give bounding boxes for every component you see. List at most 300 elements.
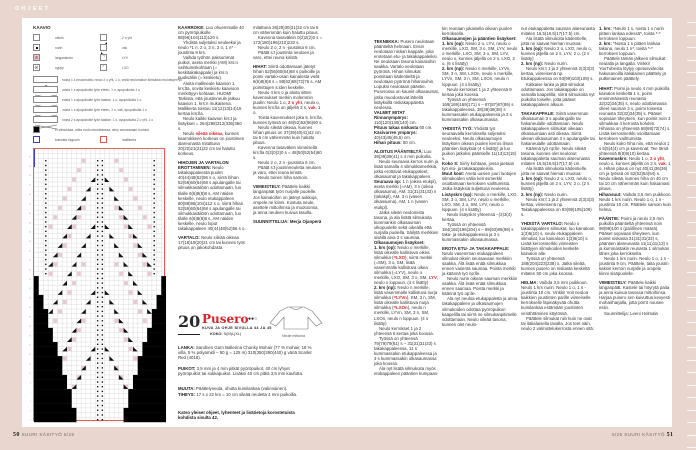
- row-number: 25: [29, 307, 31, 310]
- no-stitch-area: [161, 276, 166, 281]
- paragraph: [374, 179, 439, 209]
- no-stitch-area: [34, 398, 72, 403]
- paragraph-lead: MUUTA:: [178, 386, 195, 391]
- paragraph: [442, 192, 518, 212]
- paragraph-text: Neulo kaikki kaavion krs:t ja lisäykset = 264(288)312(336)360 s.: [178, 115, 242, 131]
- paragraph-text: Päättelyneula, ohutta kumilankaa (valinnainen).: [194, 386, 288, 391]
- highlight-term: 2 o yht: [649, 156, 664, 162]
- paragraph-lead: VIIMEISTELY:: [253, 184, 281, 190]
- purl-stitch-dot: [97, 315, 98, 316]
- purl-stitch-dot: [97, 235, 98, 236]
- paragraph-lead: Käsivarren ympärys:: [374, 129, 417, 135]
- text-column-left-a: [178, 25, 246, 310]
- purl-stitch-dot: [102, 174, 103, 175]
- paragraph-text: Neulo n merkille, LYVn, SM, 3 n, SM, LXOn, neulo n merkille, LYVn, SM, 3 n, SM, LXOn, neulo n loppuun. (4 s lisätty): [442, 66, 514, 87]
- paragraph-text: ), neulo n merkille, LYVn, SM, 3 n, SM, LXOn, neulo n loppuun. (4 s lisätty): [374, 305, 430, 326]
- paragraph-text: 17 s x 22 krs = 10 cm sileää neuletta 4 mm puikoilla.: [195, 392, 298, 397]
- purl-stitch-dot: [102, 217, 103, 218]
- magazine-issue-left: SUURI KÄSITYÖ 5/25: [21, 432, 75, 437]
- section-tab-marker: [687, 397, 696, 398]
- paragraph: [178, 392, 313, 397]
- decrease-symbol: [114, 309, 119, 314]
- no-stitch-area: [34, 286, 39, 291]
- paragraph-text: Ala nyt lisätä silmukoita myös etukappaleen pääntien kumpaan-: [374, 366, 439, 377]
- purl-stitch-dot: [97, 320, 98, 321]
- purl-stitch-dot: [102, 160, 103, 161]
- purl-stitch-dot: [102, 348, 103, 349]
- no-stitch-symbol-icon: [33, 126, 40, 133]
- purl-stitch-dot: [45, 160, 46, 161]
- purl-stitch-dot: [45, 249, 46, 250]
- yarn-over-cell: [77, 272, 81, 276]
- schematic-label: Neule mittoina: [282, 334, 305, 338]
- yarn-over-cell: [81, 262, 85, 266]
- paragraph: [599, 141, 672, 156]
- paragraph-text: *Nosta 1 s pitäen lankaa takana, neulo 1 n*, toista *-* kerroksen loppuun.: [599, 41, 661, 57]
- purl-stitch-dot: [97, 311, 98, 312]
- decrease-symbol: [114, 243, 119, 248]
- section-tab-marker: [687, 385, 696, 386]
- paragraph-lead: 1. krs (op):: [374, 244, 397, 250]
- purl-stitch-dot: [97, 348, 98, 349]
- paragraph-text: Luo ohuemmalle 40 cm pyöröpuikolle 88(96)104(112)120 s.: [178, 25, 244, 41]
- section-tab-marker: [687, 85, 696, 86]
- purl-stitch-dot: [102, 198, 103, 199]
- paragraph-text: Neulo 1 krs nurin. Neulo 1 o, 1 n -joustinta 9 cm. Päättele, taita joustin kaksin kerroin nurjalle ja ompele kiinni sisäpuolelle.: [599, 256, 669, 277]
- purl-stitch-dot: [154, 193, 155, 194]
- purl-stitch-dot: [154, 174, 155, 175]
- paragraph-text: Päätä s:t joustinneuletta neuloen ja varo, ettei reuna kiristä.: [253, 165, 322, 176]
- text-column-right-3: [521, 26, 595, 411]
- size-value: S(M)L(XL): [223, 332, 242, 336]
- row-number: 33: [29, 269, 31, 272]
- paragraph-text: Työssä on yhteensä 188(204)223(238) s. Jatka sileää, kunnes pusero on niskasta keskeltä mitaten 50 cm joka koossa.: [521, 256, 590, 277]
- paragraph: [599, 156, 672, 191]
- section-tab-marker: [687, 185, 696, 186]
- yarn-over-cell: [133, 300, 137, 304]
- purl-stitch-dot: [102, 414, 103, 415]
- paragraph: [521, 316, 595, 331]
- no-stitch-area: [161, 286, 166, 291]
- paragraph-text: Sandnes Garn Ballerina Chunky Mohair (77 % mohair, 18 % villa, 5 % polyamidi – 50 g = 125 m) 310(350)390(440) g väriä Scarlet Red (4018).: [178, 345, 312, 361]
- paragraph-text: Neulo toinen hiha samoin.: [258, 175, 309, 181]
- paragraph-text: Neulo o merkille, LXO, SM, 3 o, SM, LYV, neulo o merkille, LXO, SM, 3 o, SM, LYV, neulo o loppuun. (4 s lisätty): [442, 191, 518, 212]
- purl-stitch-dot: [97, 254, 98, 255]
- yarn-over-cell: [129, 187, 133, 191]
- paragraph-text: Siirrä odottamaan jätetyt hihan 52(56)60(64)68 s puikoille ja poimi vartalo-osan kainalosta vielä 6(6)8(8)8 s = 58(62)68(72)76 s, AM poimittujen s:iden keskelle.: [253, 64, 322, 90]
- decrease-symbol: [119, 205, 124, 210]
- yarn-over-cell: [67, 187, 71, 191]
- section-tab-marker: [687, 197, 696, 198]
- no-stitch-area: [157, 295, 166, 300]
- row-number: 31: [29, 278, 31, 281]
- decrease-symbol: [91, 290, 96, 295]
- decrease-symbol: [58, 290, 63, 295]
- highlight-term: vak: [308, 104, 316, 110]
- yarn-over-cell: [67, 347, 71, 351]
- row-number: 19: [29, 335, 31, 338]
- purl-stitch-dot: [97, 334, 98, 335]
- highlight-term: =LXO: [393, 254, 406, 260]
- yarn-over-cell: [133, 356, 137, 360]
- paragraph-lead: Muut koot:: [442, 171, 465, 177]
- paragraph: [521, 256, 595, 276]
- purl-stitch-dot: [97, 221, 98, 222]
- paragraph: [253, 35, 323, 45]
- purl-stitch-dot: [154, 240, 155, 241]
- decrease-symbol: [109, 300, 114, 305]
- paragraph: [374, 336, 439, 366]
- purl-stitch-dot: [97, 268, 98, 269]
- purl-stitch-dot: [45, 226, 46, 227]
- section-tab-marker: [687, 147, 696, 148]
- no-stitch-area: [34, 375, 67, 380]
- purl-stitch-dot: [102, 212, 103, 213]
- paragraph-text: Neulo o takakappaleen silmukat, luo kainaloon 1(3)6(10) s, neulo etukappaleen silmukat, luo kainaloon 1(3)6(10) s. Lisää kerrosmerkki viimeisten lisättyjen silmukoiden keskelle kainalon alle.: [521, 220, 595, 257]
- purl-stitch-dot: [102, 386, 103, 387]
- purl-stitch-dot: [154, 217, 155, 218]
- paragraph: [442, 66, 518, 86]
- decrease-symbol: [138, 243, 143, 248]
- decrease-symbol: [142, 300, 147, 305]
- paragraph: [253, 184, 323, 214]
- row-number: 7: [30, 391, 31, 394]
- purl-stitch-dot: [97, 202, 98, 203]
- purl-stitch-dot: [97, 273, 98, 274]
- paragraph-text: Neulo kerrokset 1 ja 2 yhteensä 9 kertaa joka koossa.: [442, 86, 512, 97]
- no-stitch-area: [34, 337, 53, 342]
- yarn-over-cell: [114, 262, 118, 266]
- decrease-symbol: [109, 234, 114, 239]
- decrease-symbol: [128, 271, 133, 276]
- yarn-over-cell: [77, 215, 81, 219]
- row-number: 51: [29, 184, 31, 187]
- decrease-symbol: [53, 300, 58, 305]
- yarn-over-cell: [63, 356, 67, 360]
- purl-stitch-dot: [45, 169, 46, 170]
- paragraph: [253, 115, 323, 125]
- purl-stitch-dot: [97, 381, 98, 382]
- purl-stitch-dot: [97, 344, 98, 345]
- difficulty-rating: ●●○: [248, 316, 258, 322]
- paragraph: [521, 166, 595, 176]
- highlight-term: 2 o yht: [288, 99, 303, 105]
- purl-stitch-dot: [97, 410, 98, 411]
- purl-stitch-dot: [97, 179, 98, 180]
- no-stitch-area: [161, 281, 166, 286]
- section-tab-marker: [687, 110, 696, 111]
- purl-stitch-dot: [45, 268, 46, 269]
- no-stitch-area: [34, 351, 58, 356]
- purl-stitch-dot: [102, 259, 103, 260]
- purl-stitch-dot: [45, 235, 46, 236]
- paragraph: [374, 326, 439, 336]
- purl-stitch-dot: [102, 325, 103, 326]
- paragraph-lead: 1. krs (op):: [521, 46, 544, 52]
- paragraph-lead: Olkasaumojen lisäykset:: [374, 239, 425, 245]
- chart-legend-title: KAAVIO: [33, 25, 51, 30]
- paragraph-lead: 1. krs:: [599, 26, 612, 31]
- cable-right-decrease-symbol-icon: [33, 116, 58, 123]
- paragraph-text: Aseta uusien juuri luotujen silmukoiden väliin kerrosmerkki osoittamaan kerroksen vaihtumista. Jatka lisäyksiä suljettuna neuleena.: [442, 171, 517, 192]
- legend-label: LYV: [122, 55, 128, 60]
- paragraph-text: ), SM, 3 n, SM, lisää oikealle kallistuva nurja silmukka (: [374, 295, 436, 311]
- purl-stitch-dot: [97, 358, 98, 359]
- purl-stitch-dot: [45, 254, 46, 255]
- paragraph-lead: Rinnanympärys:: [374, 114, 409, 120]
- purl-stitch-dot: [102, 367, 103, 368]
- paragraph: [253, 175, 323, 180]
- paragraph-text: Neulo sileää oikeaa 17(18)19(20)21 cm tai kunnes työn pituus on jakokohdasta: [178, 234, 246, 250]
- paragraph-text: Neulo 1 o,: [627, 156, 650, 162]
- paragraph-text: kin reunaan jokaisella oikean puolen kerroksella.: [442, 26, 513, 37]
- section-tab-marker: [687, 285, 696, 286]
- paragraph-lead: Katso yleiset ohjeet, lyhenteet ja lisätietoja korostetuista kohdista sivulta 42.: [178, 410, 295, 421]
- paragraph: [599, 41, 672, 56]
- paragraph: [178, 25, 246, 40]
- purl-stitch-dot: [102, 410, 103, 411]
- no-stitch-area: [34, 370, 62, 375]
- yarn-over-cell: [58, 253, 62, 257]
- purl-stitch-dot: [154, 160, 155, 161]
- row-number: 57: [29, 156, 31, 159]
- section-tab-marker: [687, 122, 696, 123]
- purl-stitch-dot: [97, 184, 98, 185]
- purl-stitch-dot: [154, 188, 155, 189]
- pattern-number: 20: [178, 312, 201, 331]
- decrease-symbol: [58, 243, 63, 248]
- row-number: 9: [30, 382, 31, 385]
- paragraph: [178, 40, 246, 55]
- no-stitch-area: [142, 342, 166, 347]
- paragraph-text: Katkaise lanka ja jätä silmukat odottamaan. Jos takakappale on samalla kaapelilla, siirrä silmukoita nyt puikolta toiselle, jotta pääset takakappaleen alkuun.: [521, 81, 595, 107]
- purl-stitch-dot: [154, 268, 155, 269]
- no-stitch-area: [157, 304, 166, 309]
- yarn-over-cell: [48, 225, 52, 229]
- paragraph: [374, 285, 439, 325]
- paragraph-text: Neulo nurin.: [543, 191, 568, 197]
- row-number: 49: [29, 194, 31, 197]
- decrease-symbol: [128, 337, 133, 342]
- purl-stitch-dot: [154, 212, 155, 213]
- row-number: 13: [29, 363, 31, 366]
- yarn-over-cell: [53, 262, 57, 266]
- purl-stitch-dot: [102, 240, 103, 241]
- paragraph: [442, 246, 518, 276]
- section-tab-marker: [687, 235, 696, 236]
- yarn-over-cell: [129, 234, 133, 238]
- paragraph: [521, 197, 595, 217]
- yarn-over-cell: [138, 309, 142, 313]
- paragraph-lead: 1. krs (op):: [442, 41, 465, 47]
- paragraph-text: Päättele silmukat niin kuin ne ovat tai italialaisella tavalla. Jos teet näin, neulo 2 valmistelukerrosta ennen sitä:: [521, 315, 594, 331]
- paragraph: [374, 115, 439, 125]
- yarn-over-cell: [114, 319, 118, 323]
- paragraph-text: Ala lisätä silmukoita kädentielle, jotta ne saavat hieman muotoa:: [521, 166, 588, 177]
- paragraph-text: Neulo lisäyskrs yhteensä –(2)3(4) kertaa.: [442, 211, 512, 222]
- decrease-symbol: [67, 271, 72, 276]
- purl-stitch-dot: [102, 339, 103, 340]
- purl-stitch-dot: [97, 367, 98, 368]
- no-stitch-area: [34, 403, 72, 408]
- purl-stitch-dot: [102, 184, 103, 185]
- yarn-over-cell: [143, 262, 147, 266]
- yarn-over-cell: [77, 328, 81, 332]
- paragraph-lead: 2. krs:: [599, 41, 612, 47]
- paragraph: [599, 256, 672, 276]
- k2tog-symbol-icon: [100, 34, 107, 41]
- no-stitch-area: [34, 342, 58, 347]
- paragraph: [178, 345, 313, 360]
- purl-stitch-dot: [97, 245, 98, 246]
- materials-item: [178, 410, 313, 420]
- yarn-over-cell: [133, 243, 137, 247]
- purl-stitch-dot: [102, 311, 103, 312]
- section-index-tabs: [684, 18, 696, 450]
- purl-stitch-dot: [45, 198, 46, 199]
- no-stitch-area: [152, 318, 166, 323]
- purl-stitch-dot: [102, 419, 103, 420]
- paragraph-text: Neulo nurin oikean sauman merkkiin saakka. Älä lisää enää silmukkaa ennen saumaa. Poista merkki ja käännä työ op:lle.: [442, 276, 518, 297]
- ssk-symbol-icon: [100, 44, 107, 51]
- section-tab-marker: [687, 272, 696, 273]
- purl-stitch-dot: [154, 245, 155, 246]
- paragraph-text: Neulo 2 o, LXO, neulo o, kunnes jäljellä on 2 s, LYV, 2 o. (2 s lisätty): [521, 176, 592, 192]
- purl-stitch-dot: [97, 287, 98, 288]
- purl-stitch-dot: [102, 344, 103, 345]
- yarn-over-cell: [58, 206, 62, 210]
- cable-left-decrease-symbol-icon: [33, 106, 58, 113]
- paragraph: [253, 165, 323, 175]
- yarn-over-cell: [138, 206, 142, 210]
- no-stitch-area: [34, 413, 76, 418]
- size-label: KOKO:: [210, 332, 223, 336]
- purl-stitch-dot: [97, 297, 98, 298]
- decrease-symbol: [53, 253, 58, 258]
- section-tab-marker: [687, 447, 696, 448]
- text-column-right-1: [374, 39, 439, 411]
- decrease-symbol: [109, 356, 114, 361]
- paragraph: [599, 311, 672, 316]
- section-tab-marker: [687, 22, 696, 23]
- no-stitch-area: [34, 356, 62, 361]
- paragraph-text: Pusero neulotaan pääntieltä helmaan. Ensin neulotaan niskan kappale, joka erotetaan etu- ja takakappaleiksi. Ne neulotaan tasona kainaloihin saakka. Vartalo neulotaan pyörönä. Hihan silmukat poimitaan kädentieltä ja neulotaan pyörönä hihansuihin. Lopuksi neulotaan pääntie. Puserossa on kauniit olkasaumat, jotka muodostuvat lähellä lisäyksillä niskakappaletta neulessa.: [374, 39, 439, 110]
- section-tab-marker: [687, 247, 696, 248]
- row-number: 21: [29, 325, 31, 328]
- decrease-symbol: [105, 347, 110, 352]
- paragraph: [599, 56, 672, 81]
- yarn-over-cell: [63, 300, 67, 304]
- purl-stitch-dot: [45, 193, 46, 194]
- paragraph-lead: LANKA:: [178, 345, 195, 350]
- paragraph-lead: 1. krs (op):: [521, 176, 544, 182]
- paragraph: [374, 39, 439, 110]
- section-tab-marker: [687, 135, 696, 136]
- no-stitch-area: [34, 333, 53, 338]
- paragraph-text: Neulo n merkille, lisää vasemmalle kallistuva nurja silmukka (: [374, 285, 438, 301]
- materials-item: [178, 366, 313, 376]
- decrease-symbol: [86, 234, 91, 239]
- paragraph-text: ), siirrä merkki (=SM), 3 o, SM, lisää vasemmalle kallistuva oikea silmukka (=LYV), neulo o merkille, LXO, SM, 3 o, SM,: [374, 254, 433, 281]
- row-number: 1: [30, 420, 31, 422]
- purl-stitch-dot: [97, 169, 98, 170]
- legend-label: LXO: [122, 65, 129, 70]
- paragraph-lead: Hihan pituus:: [374, 139, 402, 145]
- row-number: 37: [29, 250, 31, 253]
- purl-stitch-dot: [102, 226, 103, 227]
- purl-stitch-dot: [102, 315, 103, 316]
- yarn-over-cell: [114, 159, 118, 163]
- section-tag: OHJEET: [15, 6, 51, 12]
- purl-stitch-dot: [102, 372, 103, 373]
- paragraph: [253, 25, 323, 35]
- purl-stitch-dot: [102, 273, 103, 274]
- decrease-symbol: [105, 224, 110, 229]
- yarn-over-cell: [114, 206, 118, 210]
- legend-label: nosta 1 s neulomatta, neulo 2 o yht, 1 o, vedä neulomaton silmukka neulottujen yli: [62, 77, 182, 82]
- purl-stitch-dot: [45, 184, 46, 185]
- paragraph-text: Päättele kaikki langanpäät. Kastele tai höyrytä paita ja anna kuivua tasossa mittoihinsa. Harjaa pusero sen kuivuttua kevyesti mohairharjalla, jotta pörrö nousee esiin.: [599, 280, 670, 311]
- paragraph-lead: PÄÄNTIE:: [599, 215, 620, 221]
- paragraph: [178, 386, 313, 391]
- section-tab-marker: [687, 372, 696, 373]
- paragraph: [521, 46, 595, 61]
- purl-stitch-dot: [45, 273, 46, 274]
- decrease-symbol: [105, 177, 110, 182]
- yarn-over-cell: [72, 281, 76, 285]
- no-stitch-area: [152, 323, 166, 328]
- purl-stitch-dot: [97, 339, 98, 340]
- section-tab-marker: [687, 360, 696, 361]
- purl-stitch-dot: [97, 193, 98, 194]
- paragraph-lead: 2. krs (np):: [374, 285, 397, 291]
- no-stitch-area: [142, 347, 166, 352]
- purl-stitch-dot: [102, 207, 103, 208]
- yarn-over-cell: [147, 272, 151, 276]
- legend-label: vak: [122, 45, 128, 50]
- no-stitch-area: [157, 300, 166, 305]
- paragraph: [374, 210, 439, 240]
- paragraph-text: , neulo o, kunnes krs:lla on jäljellä 3 s,: [253, 99, 320, 110]
- section-tab-marker: [687, 297, 696, 298]
- yarn-over-cell: [119, 168, 123, 172]
- no-stitch-area: [34, 328, 53, 333]
- purl-stitch-dot: [154, 221, 155, 222]
- paragraph-lead: Seuraava np:: [374, 179, 402, 185]
- legend-label: oikein: [55, 35, 64, 40]
- purl-stitch-dot: [97, 217, 98, 218]
- row-number: 23: [29, 316, 31, 319]
- paragraph-text: , 1 o. Hihan pituus on nyt 40(41)36(36) cm ja työssä on 52(52)54(54) s. Neulo sileää, kunnes hiha on 40 cm tai 10 cm vähemmän kuin haluamasi pituus.: [599, 161, 671, 192]
- no-stitch-area: [34, 389, 72, 394]
- highlight-term: sileää oikeaa: [195, 130, 223, 136]
- paragraph-lead: VALMIIT MITAT: [374, 109, 405, 115]
- row-number: 5: [30, 401, 31, 404]
- paragraph-lead: KAARROKE:: [178, 25, 205, 30]
- decrease-symbol: [138, 290, 143, 295]
- section-tab-marker: [687, 310, 696, 311]
- page-number-left: 50: [13, 432, 20, 438]
- paragraph-text: Neulo seuraava kerros nurin ja lisää samalla 4 silmukkamerkkiä, jotka erottavat etukappaleet, olkasaumat ja takakappaleen.: [374, 159, 439, 180]
- paragraph-text: 110(120)130(140) cm.: [374, 119, 417, 125]
- purl-stitch-dot: [154, 254, 155, 255]
- text-column-right-4: [599, 26, 672, 411]
- decrease-symbol: [81, 243, 86, 248]
- paragraph-text: Päättele tämän jälkeen silmukat neulalla ja langalla. Vinkki! YouTubesta löytyy opetusvideoita hakusanoilla italialainen päättely ja putkimainen päättely.: [599, 56, 666, 82]
- purl-stitch-dot: [102, 297, 103, 298]
- paragraph-lead: VIIMEISTELY:: [599, 280, 627, 286]
- row-number: 29: [29, 288, 31, 291]
